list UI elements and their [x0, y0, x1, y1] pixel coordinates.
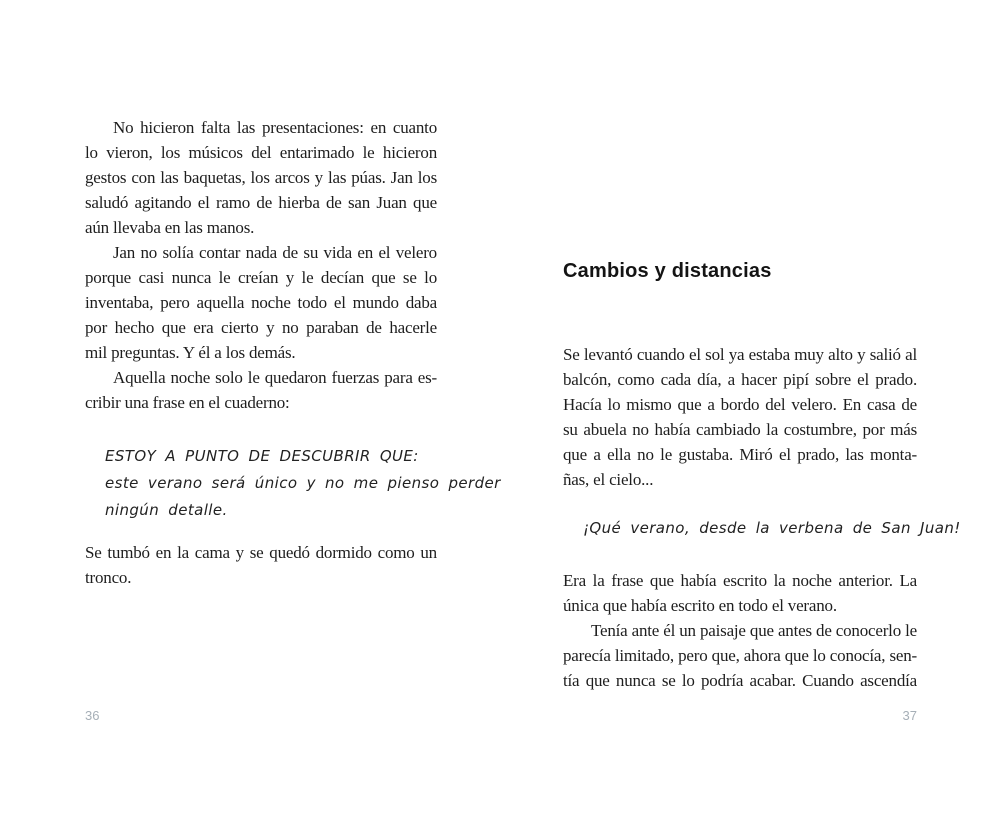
- text-line: por hecho que era cierto y no paraban de hacerle: [85, 318, 437, 337]
- text-line: gestos con las baquetas, los arcos y las púas. Jan los: [85, 168, 437, 187]
- text-line: parecía limitado, pero que, ahora que lo conocía, sen-: [563, 646, 917, 665]
- paragraph: [85, 240, 437, 365]
- text-line: Aquella noche solo le quedaron fuerzas para es-: [113, 368, 437, 387]
- text-line: Hacía lo mismo que a bordo del velero. En casa de: [563, 395, 917, 414]
- text-line: Se tumbó en la cama y se quedó dormido como un: [85, 543, 437, 562]
- text-line: porque casi nunca le creían y le decían que se lo: [85, 268, 437, 287]
- handwritten-note: [85, 470, 501, 524]
- paragraph: [85, 365, 437, 415]
- text-line: cribir una frase en el cuaderno:: [85, 393, 290, 412]
- text-line: ESTOY A PUNTO DE DESCUBRIR QUE:: [105, 447, 419, 465]
- chapter-heading: Cambios y distancias: [563, 260, 772, 282]
- text-line: Era la frase que había escrito la noche anterior. La: [563, 571, 917, 590]
- text-line: balcón, como cada día, a hacer pipí sobre el prado.: [563, 370, 917, 389]
- text-line: inventaba, pero aquella noche todo el mundo daba: [85, 293, 437, 312]
- text-line: su abuela no había cambiado la costumbre, por más: [563, 420, 917, 439]
- text-line: tronco.: [85, 568, 132, 587]
- right-page-text: [563, 342, 961, 693]
- paragraph: [85, 540, 437, 590]
- paragraph: [85, 115, 437, 240]
- handwritten-note: [563, 515, 961, 542]
- text-line: ningún detalle.: [105, 501, 228, 519]
- text-line: ¡Qué verano, desde la verbena de San Juan!: [583, 519, 961, 537]
- handwritten-note: [85, 443, 437, 470]
- paragraph: [563, 618, 917, 693]
- left-page-text: [85, 115, 501, 590]
- text-line: No hicieron falta las presentaciones: en cuanto: [113, 118, 437, 137]
- text-line: saludó agitando el ramo de hierba de san Juan que: [85, 193, 437, 212]
- paragraph: [563, 568, 917, 618]
- text-line: Se levantó cuando el sol ya estaba muy alto y salió al: [563, 345, 917, 364]
- text-line: tía que nunca se lo podría acabar. Cuando ascendía: [563, 671, 917, 690]
- page-number-left: 36: [85, 708, 100, 723]
- text-line: única que había escrito en todo el verano.: [563, 596, 837, 615]
- text-line: ñas, el cielo...: [563, 470, 654, 489]
- paragraph: [563, 342, 917, 492]
- text-line: lo vieron, los músicos del entarimado le hicieron: [85, 143, 437, 162]
- text-line: este verano será único y no me pienso perder: [105, 474, 501, 492]
- text-line: mil preguntas. Y él a los demás.: [85, 343, 296, 362]
- text-line: Jan no solía contar nada de su vida en el velero: [113, 243, 437, 262]
- text-line: aún llevaba en las manos.: [85, 218, 255, 237]
- text-line: que a ella no le gustaba. Miró el prado, las monta-: [563, 445, 917, 464]
- page-number-right: 37: [902, 708, 917, 723]
- text-line: Tenía ante él un paisaje que antes de conocerlo le: [591, 621, 917, 640]
